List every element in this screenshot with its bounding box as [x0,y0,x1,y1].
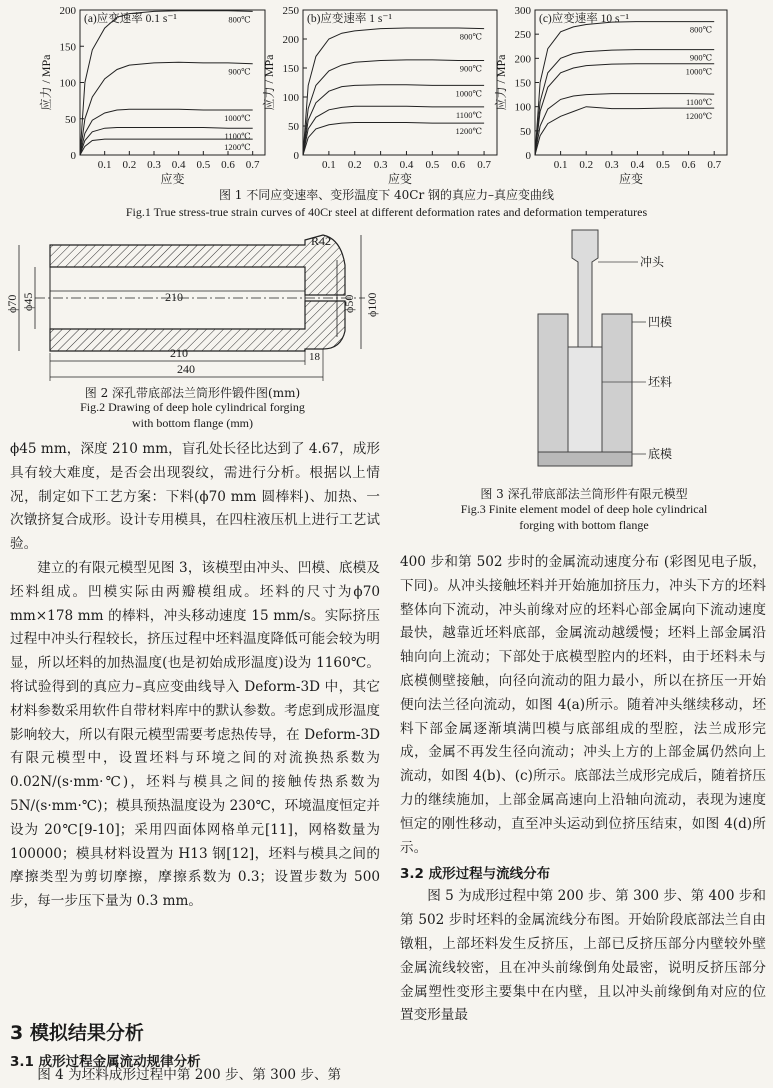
panel-title: (b)应变速率 1 s⁻¹ [307,13,392,25]
series-line [535,64,714,155]
y-tick-label: 300 [514,5,531,17]
x-tick-label: 0.2 [122,159,137,171]
x-tick-label: 0.5 [425,159,440,171]
y-tick-label: 200 [514,53,531,66]
figure1-caption-en: Fig.1 True stress-true strain curves of 40Cr steel at different deformation rates and deformation temperatures [125,205,648,219]
x-tick-label: 0.5 [656,159,670,171]
series-label: 1100℃ [224,131,251,142]
chart-panel-c [493,5,727,186]
y-axis-label: 应力 / MPa [39,54,53,111]
x-tick-label: 0.6 [451,159,466,171]
x-tick-label: 0.1 [321,159,336,171]
x-tick-label: 0.7 [245,159,260,171]
right-column [400,551,766,1028]
x-tick-label: 0.7 [707,159,722,171]
x-tick-label: 0.3 [147,159,161,171]
y-tick-label: 0 [525,150,531,162]
series-label: 1000℃ [224,113,251,124]
y-tick-label: 250 [282,5,299,17]
left-paragraph-1: ϕ45 mm，深度 210 mm，盲孔处长径比达到了 4.67，成形具有较大难度，是否会出现裂纹，需进行分析。根据以上情况，制定如下工艺方案：下料(ϕ70 mm 圆棒料)、加热、一次镦挤复合成形。设计专用模具，在四柱液压机上进行工艺试验。 [10,441,380,553]
label-punch: 冲头 [640,255,665,269]
y-tick-label: 150 [514,77,531,90]
x-tick-label: 0.2 [579,159,594,171]
subsection-heading-3-2: 3.2 成形过程与流线分布 [400,866,551,883]
y-tick-label: 100 [282,92,299,104]
y-tick-label: 150 [59,41,76,54]
x-tick-label: 0.1 [553,159,568,171]
x-tick-label: 0.4 [399,159,414,171]
dim-210-outer: 210 [170,346,188,360]
panel-title: (c)应变速率 10 s⁻¹ [539,13,630,25]
dim-d45: ϕ45 [21,292,35,311]
figure1-caption-cn: 图 1 不同应变速率、变形温度下 40Cr 钢的真应力–真应变曲线 [218,188,555,202]
series-label: 1200℃ [685,111,713,122]
series-label: 1000℃ [455,88,483,99]
y-tick-label: 250 [514,29,531,42]
dim-18: 18 [309,351,320,363]
x-axis-label: 应变 [618,172,644,186]
series-label: 800℃ [459,31,483,42]
figure3-caption-en-1: Fig.3 Finite element model of deep hole cylindrical [460,502,708,516]
series-label: 1200℃ [224,142,251,153]
die-right [602,314,632,464]
right-paragraph-2: 图 5 为成形过程中第 200 步、第 300 步、第 400 步和第 502 步时坯料的金属流线分布图。开始阶段底部法兰自由镦粗，上部坯料发生反挤压，上部已反挤压部分内壁较外壁金属流线较密，且在冲头前缘倒角处最密，说明反挤压部分金属塑性变形主要集中在内壁，且以冲头前缘倒角对应的位置变形量最 [400,888,766,1024]
x-axis-label: 应变 [160,172,185,186]
figure2-drawing [5,225,385,385]
x-tick-label: 0.1 [97,159,112,171]
x-tick-label: 0.3 [604,159,619,171]
forging-lower-wall [50,301,345,351]
y-tick-label: 100 [514,101,531,114]
x-axis-label: 应变 [387,172,413,186]
series-line [535,22,714,155]
left-paragraph-2: 建立的有限元模型见图 3，该模型由冲头、凹模、底模及坯料组成。凹模实际由两瓣模组成。坯料的尺寸为ϕ70 mm×178 mm 的棒料，冲头移动速度 15 mm/s。实际挤压过程中冲头行程较长，挤压过程中坯料温度降低可能会较为明显，所以坯料的加热温度(也是初始成形温度)设为 1160℃。将试验得到的真应力–真应变曲线导入 Deform-3D 中，其它材料参数采用软件自带材料库中的默认参数。考虑到成形温度影响较大，所以有限元模型需要考虑热传导，在 Deform-3D 有限元模型中，设置坯料与环境之间的对流换热系数为 0.02N/(s·mm·℃)，坯料与模具之间的接触传热系数为 5N/(s·mm·℃)；模具预热温度设为 230℃，环境温度恒定并设为 20℃[9-10]；采用四面体网格单元[11]，网格数量为 100000；模具材料设置为 H13 钢[12]，坯料与模具之间的摩擦类型为剪切摩擦，摩擦系数为 0.3；设置步数为 500 步，每一步压下量为 0.3 mm。 [10,559,380,910]
bottom-die [538,452,632,466]
series-label: 900℃ [459,63,483,74]
dim-r42: R42 [311,234,332,248]
x-tick-label: 0.6 [221,159,235,171]
x-tick-label: 0.5 [196,159,211,171]
figure3-caption-en-2: forging with bottom flange [519,518,649,532]
series-label: 900℃ [228,66,251,77]
series-label: 1100℃ [455,109,483,120]
dim-d100: ϕ100 [365,292,379,317]
forging-upper-wall [50,235,345,295]
die-left [538,314,568,464]
series-label: 1200℃ [455,126,483,137]
series-label: 900℃ [689,52,713,63]
chart-panel-a [38,5,265,186]
left-paragraph-3: 图 4 为坯料成形过程中第 200 步、第 300 步、第 [37,1067,342,1083]
x-tick-label: 0.3 [373,159,388,171]
right-paragraph-1: 400 步和第 502 步时的金属流动速度分布 (彩图见电子版，下同)。从冲头接触坯料并开始施加挤压力，冲头下方的坯料整体向下流动，冲头前缘对应的坯料心部金属向下流动速度最快，越靠近坯料底部，金属流动越缓慢；坯料上部金属沿轴向向上流动；下部处于底模型腔内的坯料，由于坯料未与底模侧壁接触，向径向流动的阻力最小，所以在挤压一开始便向法兰径向流动，如图 4(a)所示。随着冲头继续移动，坯料下部金属逐渐填满凹模与底部组成的型腔，法兰成形完成，金属不再发生径向流动；冲头上方的上部金属仍然向上流动，如图 4(b)、(c)所示。底部法兰成形完成后，随着挤压力的继续施加，上部金属高速向上沿轴向流动，表现为速度恒定的刚性移动，直至冲头运动到位挤压结束，如图 4(d)所示。 [400,554,766,856]
left-column [10,438,380,914]
x-tick-label: 0.4 [630,159,645,171]
panel-title: (a)应变速率 0.1 s⁻¹ [84,13,177,25]
dim-d50: ϕ50 [342,294,356,313]
label-billet: 坯料 [648,375,673,389]
x-tick-label: 0.2 [347,159,362,171]
series-label: 800℃ [689,24,713,35]
subsection-heading-3-1: 3.1 成形过程金属流动规律分析 [10,1054,201,1070]
y-tick-label: 0 [293,150,299,162]
series-label: 1000℃ [685,66,713,77]
y-axis-label: 应力 / MPa [494,54,508,111]
figure2-caption-cn: 图 2 深孔带底部法兰筒形件锻件图(mm) [84,386,301,400]
figure1-charts [0,0,773,200]
section-heading-3: 3 模拟结果分析 [10,1022,144,1044]
y-tick-label: 50 [65,113,76,126]
figure2-caption-en-2: with bottom flange (mm) [132,416,253,430]
y-tick-label: 50 [520,125,531,138]
chart-panel-b [261,5,497,186]
figure3-caption-cn: 图 3 深孔带底部法兰筒形件有限元模型 [480,487,688,501]
figure3-model [520,222,720,472]
y-tick-label: 0 [70,150,76,162]
dim-240: 240 [177,362,195,376]
x-tick-label: 0.7 [477,159,491,171]
dim-d70: ϕ70 [5,294,19,313]
x-tick-label: 0.6 [681,159,696,171]
y-tick-label: 200 [59,5,76,17]
y-tick-label: 150 [282,63,299,75]
dim-210-inner: 210 [165,290,183,304]
y-tick-label: 200 [282,34,299,46]
series-label: 1100℃ [685,97,713,108]
series-line [303,60,484,155]
label-die: 凹模 [648,315,673,329]
label-bottom-die: 底模 [648,447,673,461]
x-tick-label: 0.4 [171,159,186,171]
y-axis-label: 应力 / MPa [262,54,276,111]
series-label: 800℃ [228,14,251,25]
y-tick-label: 50 [288,121,299,133]
billet [568,347,602,452]
y-tick-label: 100 [59,77,76,90]
figure2-caption-en-1: Fig.2 Drawing of deep hole cylindrical forging [80,400,305,414]
